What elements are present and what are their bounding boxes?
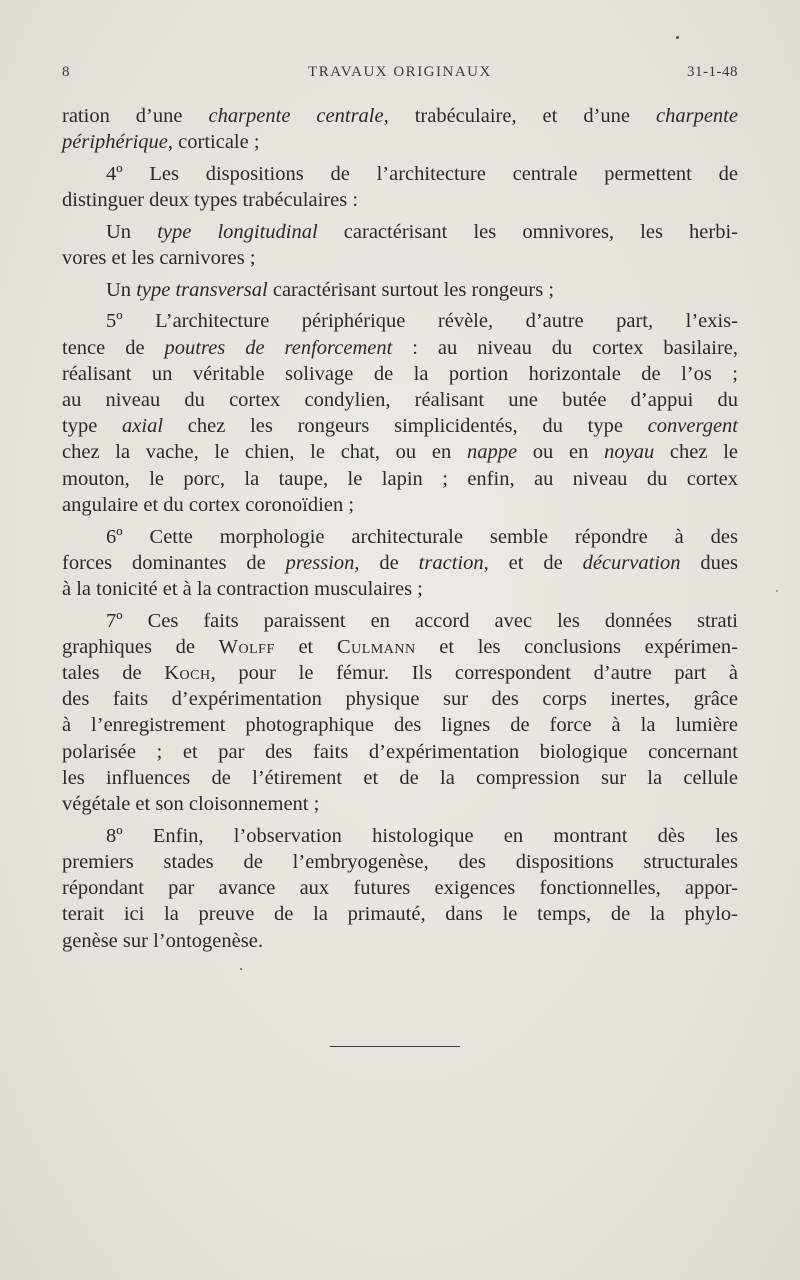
article-body [62, 103, 738, 954]
text-line: des faits d’expérimentation physique sur des corps inertes, grâce [62, 688, 738, 711]
text-line: tence de poutres de renforcement : au niveau du cortex basilaire, [62, 336, 738, 359]
paragraph-point-7 [62, 608, 738, 818]
text-line: Un type longitudinal caractérisant les omnivores, les herbi- [106, 220, 739, 243]
paragraph-longitudinal-type [62, 219, 738, 271]
text-line: 4º Les dispositions de l’architecture centrale permettent de [106, 162, 738, 185]
text-line: à l’enregistrement photographique des lignes de force à la lumière [62, 714, 738, 737]
paragraph-continuation [62, 103, 738, 155]
text-line: vores et les carnivores ; [62, 247, 256, 270]
paper-speck [240, 968, 242, 970]
paragraph-point-8 [62, 823, 738, 954]
author-name: Koch [164, 662, 211, 685]
text-line: végétale et son cloisonnement ; [62, 793, 320, 816]
text-line: 7º Ces faits paraissent en accord avec les données strati [106, 609, 738, 632]
text-line: tales de Koch, pour le fémur. Ils correspondent d’autre part à [62, 662, 739, 685]
text-line: angulaire et du cortex coronoïdien ; [62, 493, 355, 516]
text-line: type axial chez les rongeurs simplicidentés, du type convergent [62, 415, 738, 438]
text-line: réalisant un véritable solivage de la portion horizontale de l’os ; [62, 362, 738, 385]
text-line: polarisée ; et par des faits d’expérimentation biologique concernant [62, 740, 738, 763]
text-line: distinguer deux types trabéculaires : [62, 189, 359, 212]
paragraph-transversal-type [62, 277, 738, 303]
text-line: périphérique, corticale ; [62, 131, 260, 154]
text-line: Un type transversal caractérisant surtout les rongeurs ; [106, 278, 555, 301]
journal-section-title: TRAVAUX ORIGINAUX [308, 64, 492, 80]
text-line: graphiques de Wolff et Culmann et les conclusions expérimen- [62, 635, 739, 658]
text-line: ration d’une charpente centrale, trabéculaire, et d’une charpente [62, 105, 738, 127]
text-line: chez la vache, le chien, le chat, ou en nappe ou en noyau chez le [62, 441, 738, 464]
text-line: à la tonicité et à la contraction musculaires ; [62, 577, 423, 600]
paragraph-point-4 [62, 161, 738, 213]
page-number: 8 [62, 64, 71, 80]
text-line: 8º Enfin, l’observation histologique en montrant dès les [106, 824, 738, 847]
paper-speck [776, 590, 778, 592]
text-line: au niveau du cortex condylien, réalisant une butée d’appui du [62, 389, 738, 412]
text-line: genèse sur l’ontogenèse. [62, 929, 263, 952]
text-line: terait ici la preuve de la primauté, dans le temps, de la phylo- [62, 903, 738, 926]
text-line: répondant par avance aux futures exigences fonctionnelles, appor- [62, 877, 738, 900]
author-name: Culmann [336, 635, 416, 658]
paragraph-point-6 [62, 524, 738, 603]
author-name: Wolff [218, 635, 275, 658]
text-line: forces dominantes de pression, de traction, et de décurvation dues [62, 551, 738, 574]
text-line: 5º L’architecture périphérique révèle, d’autre part, l’exis- [106, 310, 738, 333]
end-of-article-rule [330, 1046, 460, 1047]
text-line: les influences de l’étirement et de la compression sur la cellule [62, 766, 738, 789]
text-line: premiers stades de l’embryogenèse, des dispositions structurales [62, 850, 738, 873]
running-header [62, 64, 738, 88]
paper-speck [676, 36, 679, 39]
paragraph-point-5 [62, 308, 738, 518]
issue-date: 31-1-48 [687, 64, 738, 80]
text-line: mouton, le porc, la taupe, le lapin ; enfin, au niveau du cortex [62, 467, 738, 490]
text-line: 6º Cette morphologie architecturale semble répondre à des [106, 525, 738, 548]
